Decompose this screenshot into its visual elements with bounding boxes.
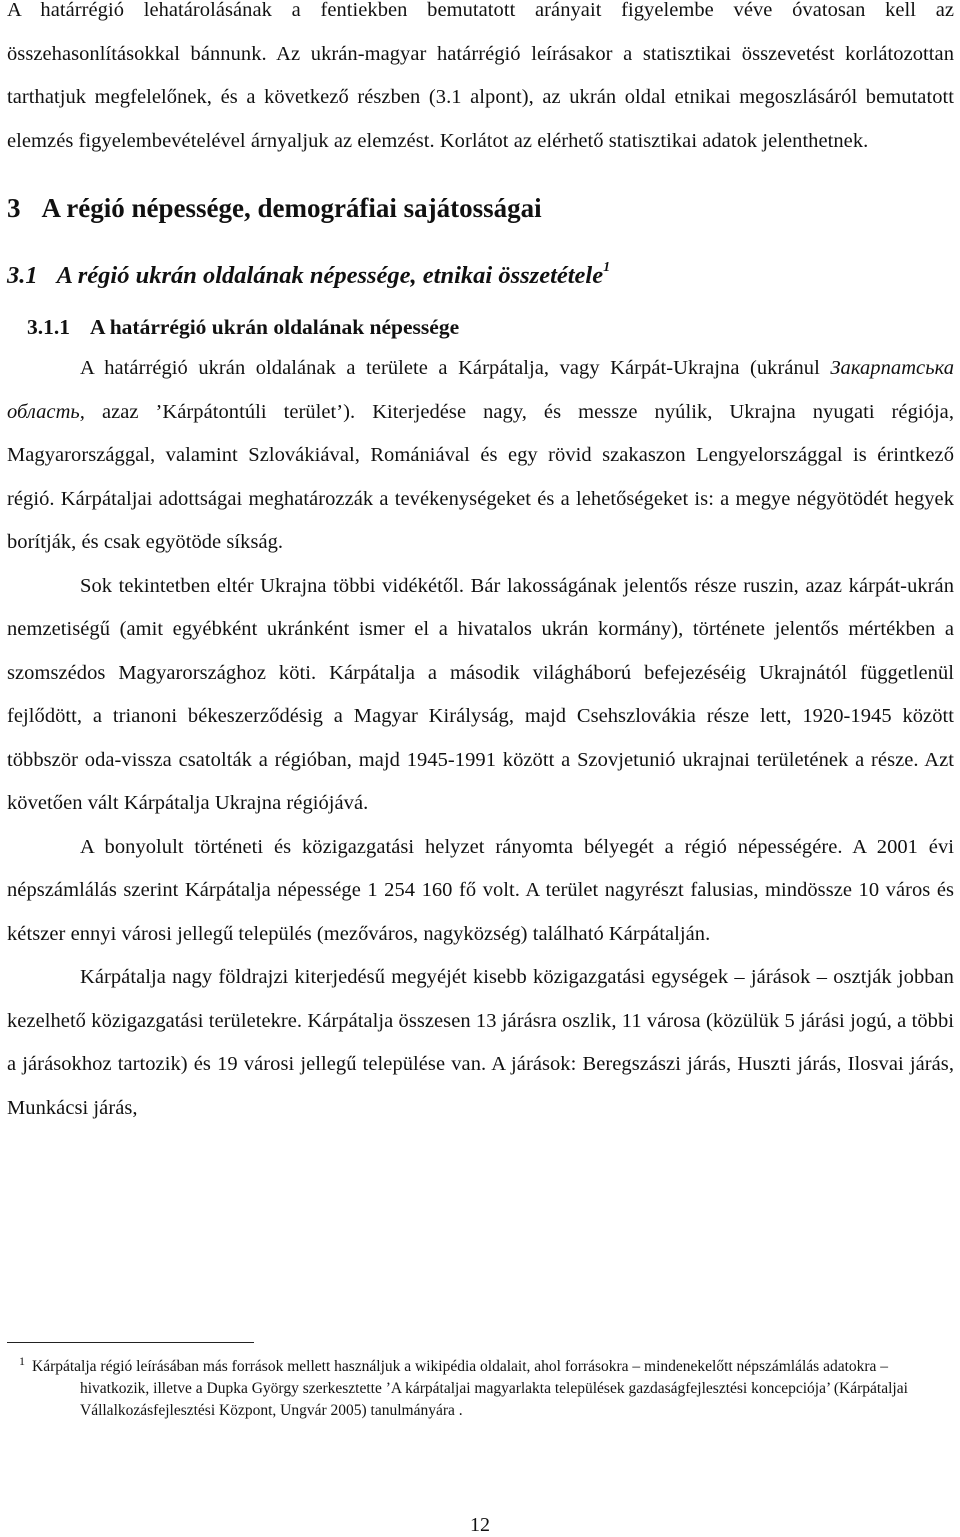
body-paragraph-4: Kárpátalja nagy földrajzi kiterjedésű megyéjét kisebb közigazgatási egységek – járások – osztják jobban kezelhető közigazgatási területekre. Kárpátalja összesen 13 járásra oszlik, 11 városa (közülük 5 járási jogú, a többi a járásokhoz tartozik) és 19 városi jellegű települése van. A járások: Beregszászi járás, Huszti járás, Ilosvai járás, Munkácsi járás, <box>7 966 954 1119</box>
footnote-mark: 1 <box>19 1354 25 1368</box>
body-paragraph-3: A bonyolult történeti és közigazgatási helyzet rányomta bélyegét a régió népességére. A 2001 évi népszámlálás szerint Kárpátalja népessége 1 254 160 fő volt. A terület nagyrészt falusias, mindössze 10 város és kétszer ennyi városi jellegű település (mezőváros, nagyközség) található Kárpátalján. <box>7 835 954 945</box>
footnote-reference[interactable]: 1 <box>603 260 611 275</box>
subsection-title: A régió ukrán oldalának népessége, etnikai összetétele <box>56 262 604 289</box>
footnote-separator <box>7 1342 254 1343</box>
footnote-body <box>7 1356 954 1422</box>
footnote <box>7 1356 954 1422</box>
subsubsection-title: A határrégió ukrán oldalának népessége <box>90 315 460 339</box>
paragraph-1-start: A határrégió ukrán oldalának a területe a Kárpátalja, vagy Kárpát-Ukrajna (ukránul <box>80 357 831 379</box>
body-paragraph-2: Sok tekintetben eltér Ukrajna többi vidékétől. Bár lakosságának jelentős része ruszin, azaz kárpát-ukrán nemzetiségű (amit egyébként ukránként ismer el a hivatalos ukrán kormány), története jelentős mértékben a szomszédos Magyarországhoz köti. Kárpátalja a második világháború befejezéséig Ukrajnától függetlenül fejlődött, a trianoni békeszerződésig a Magyar Királyság, majd Csehszlovákia része lett, 1920-1945 között többször oda-vissza csatolták a régióban, majd 1945-1991 között a Szovjetunió ukrajnai területének a része. Azt követően vált Kárpátalja Ukrajna régiójává. <box>7 574 954 814</box>
cyrillic-name: Закарпатська область, <box>7 357 954 423</box>
intro-paragraph: A határrégió lehatárolásának a fentiekben bemutatott arányait figyelembe véve óvatosan kell az összehasonlításokkal bánnunk. Az ukrán-magyar határrégió leírásakor a statisztikai összevetést korlátozottan tarthatjuk megfelelőnek, és a következő részben (3.1 alpont), az ukrán oldal etnikai megoszlásáról bemutatott elemzés figyelembevételével árnyaljuk az elemzést. Korlátot az elérhető statisztikai adatok jelenthetnek. <box>7 0 954 152</box>
paragraph-1-rest: azaz ’Kárpátontúli terület’). Kiterjedése nagy, és messze nyúlik, Ukrajna nyugati régiója, Magyarországgal, valamint Szlovákiával, Romániával és egy rövid szakaszon Lengyelországgal is érintkező régió. Kárpátaljai adottságai meghatározzák a tevékenységeket és a lehetőségeket is: a megye négyötödét hegyek borítják, és csak egyötöde síkság. <box>7 400 954 553</box>
subsubsection-number: 3.1.1 <box>27 315 70 339</box>
subsection-heading <box>7 259 954 293</box>
footnote-text: Kárpátalja régió leírásában más források mellett használjuk a wikipédia oldalait, ahol forrásokra – mindenekelőtt népszámlálás adatokra – hivatkozik, illetve a Dupka György szerkesztette ’A kárpátaljai magyarlakta települések gazdaságfejlesztési koncepciója’ (Kárpátaljai Vállalkozásfejlesztési Központ, Ungvár 2005) tanulmányára . <box>32 1358 908 1419</box>
section-title: A régió népessége, demográfiai sajátosságai <box>41 193 542 223</box>
subsection-number: 3.1 <box>7 262 38 289</box>
document-page <box>7 0 954 1130</box>
section-heading <box>7 190 954 226</box>
subsubsection-heading <box>27 307 954 347</box>
section-number: 3 <box>7 193 21 223</box>
page-number: 12 <box>470 1514 490 1536</box>
body-paragraph-1 <box>7 347 954 565</box>
